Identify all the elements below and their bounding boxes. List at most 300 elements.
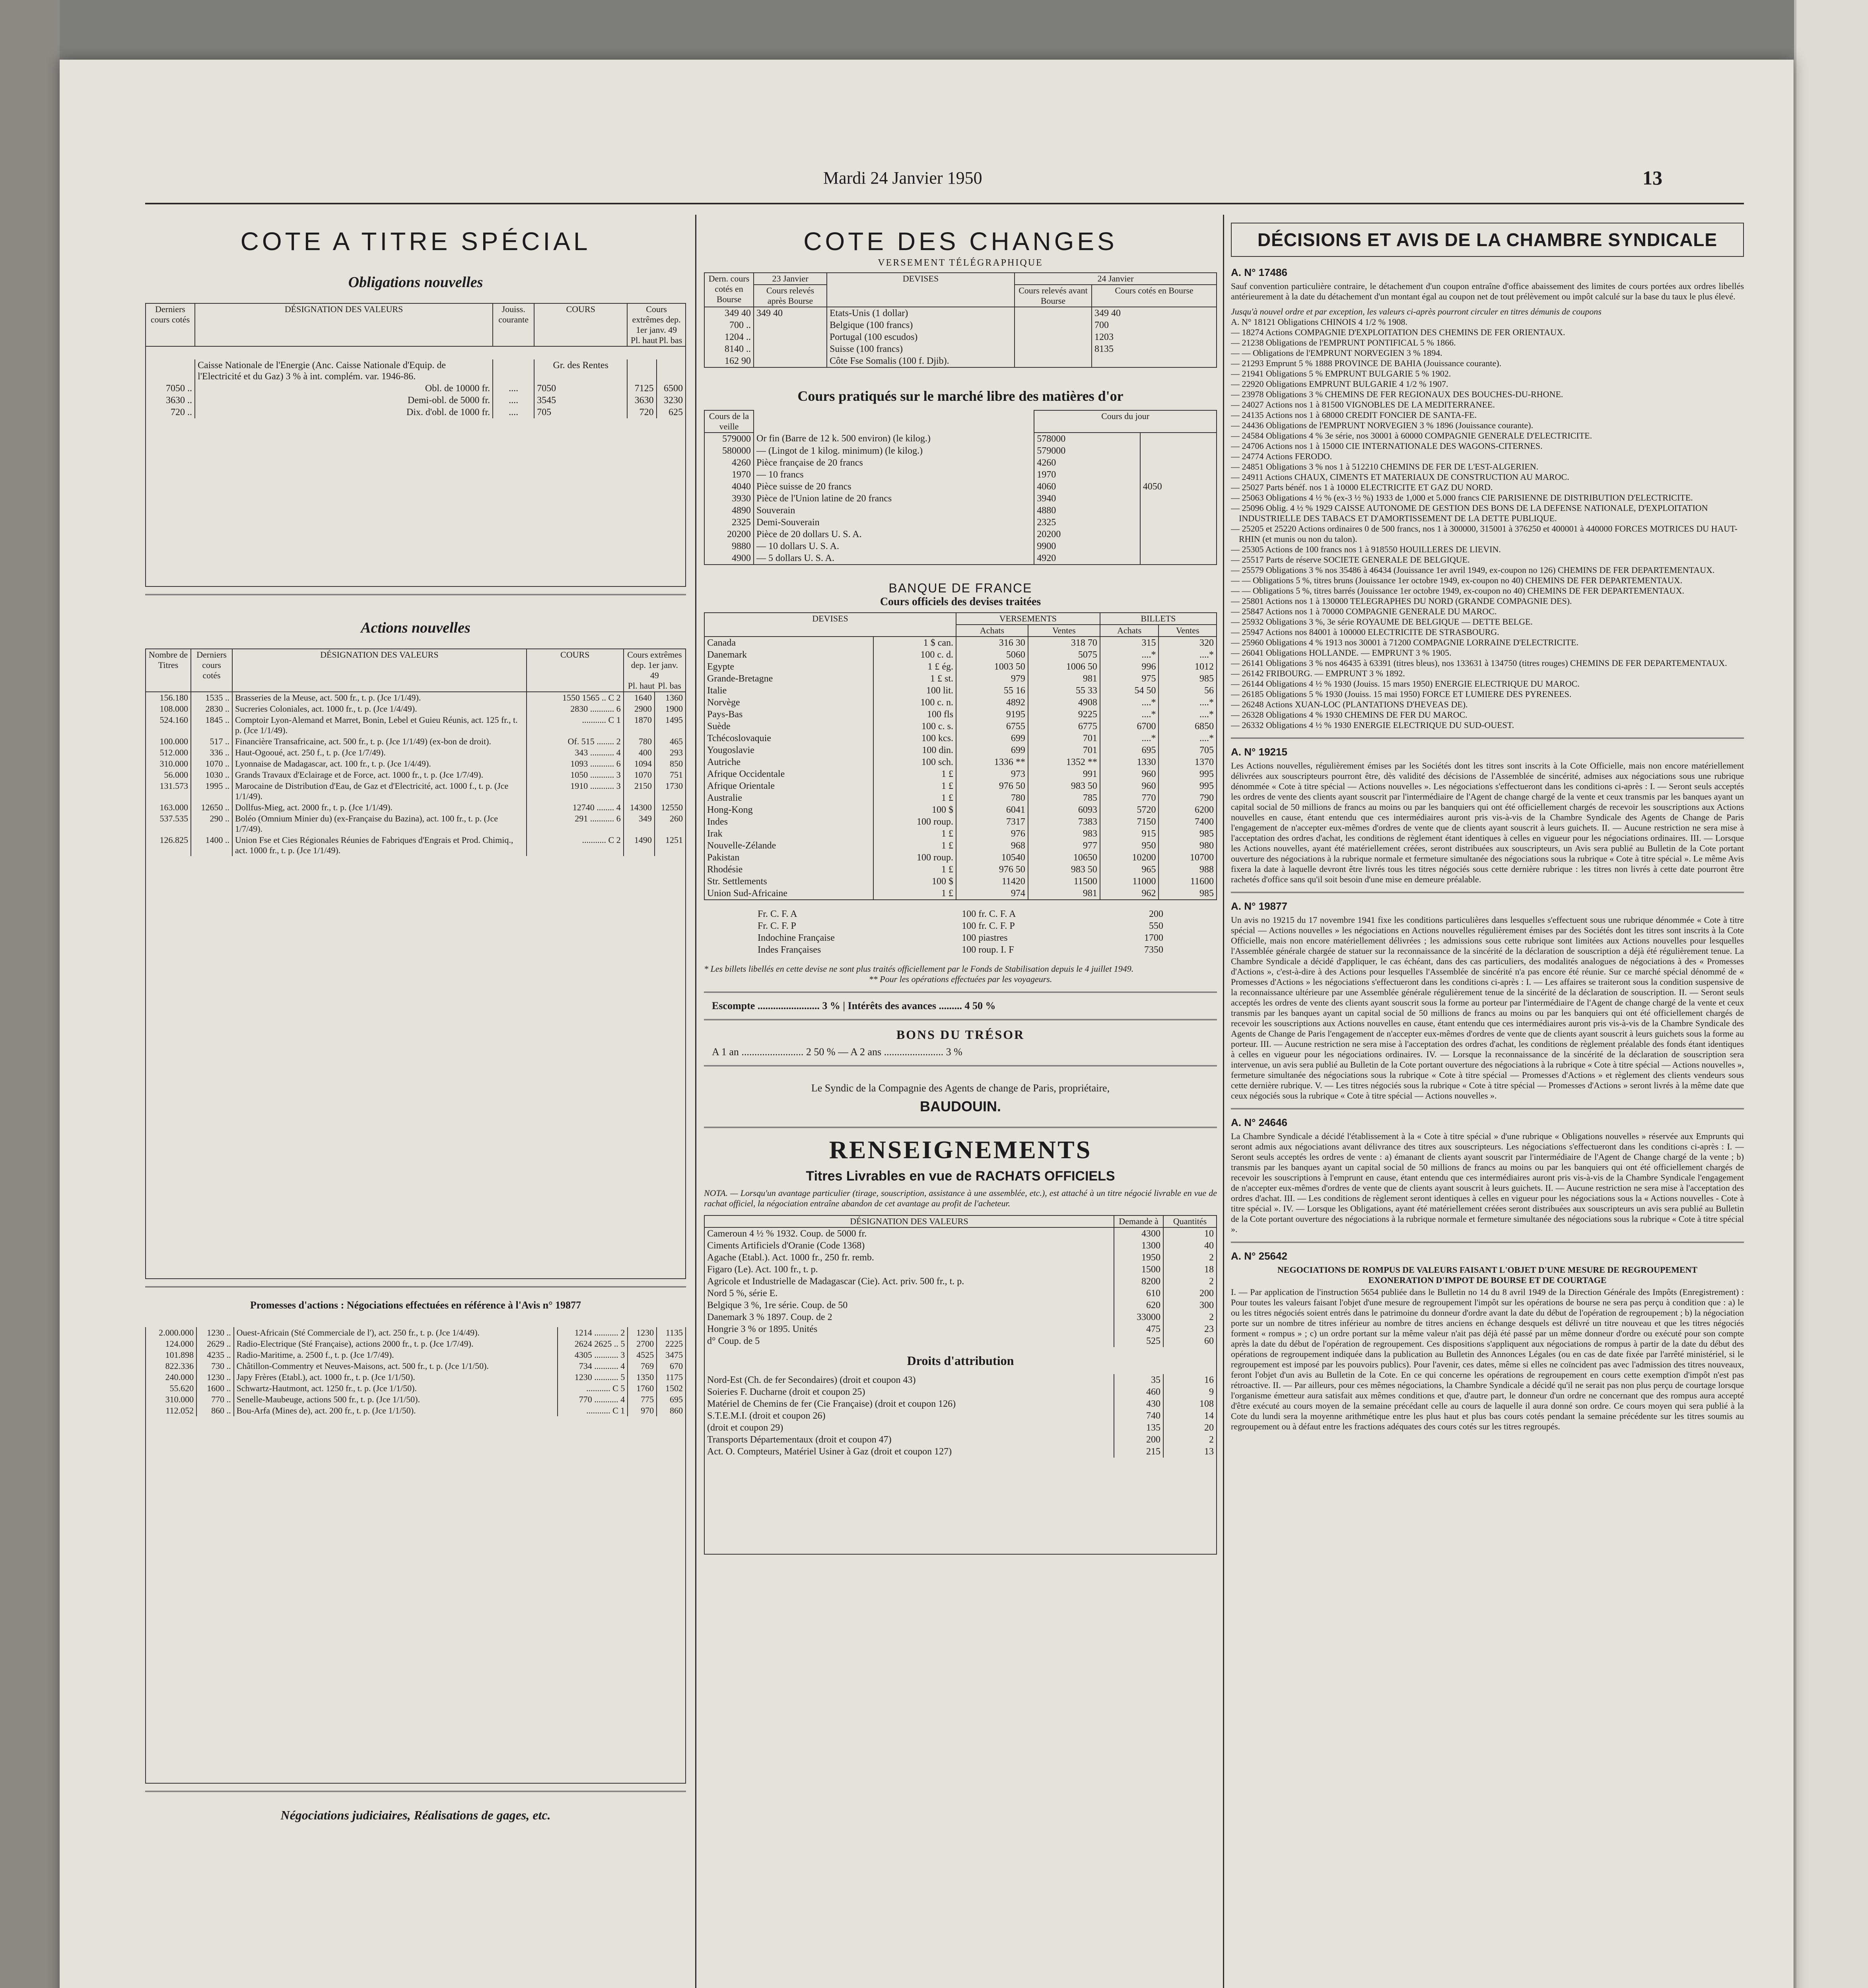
table-cell: 1495 bbox=[655, 714, 686, 736]
table-row bbox=[704, 1422, 1217, 1434]
table-cell: Act. O. Compteurs, Matériel Usiner à Gaz (droit et coupon 127) bbox=[704, 1446, 1114, 1458]
table-cell: 6850 bbox=[1159, 720, 1217, 732]
table-cell: 5075 bbox=[1028, 649, 1100, 661]
table-cell: 56 bbox=[1159, 685, 1217, 697]
table-cell: 974 bbox=[956, 887, 1028, 900]
table-cell: ....* bbox=[1159, 709, 1217, 720]
list-item: — 25205 et 25220 Actions ordinaires 0 de 500 francs, nos 1 à 300000, 315001 à 376250 et 400001 à 440000 FORCES MOTRICES DU HAUT-RHIN (et munis ou non du talon). bbox=[1231, 524, 1738, 544]
col-23-janvier: 23 Janvier bbox=[754, 273, 827, 285]
col-achats: Achats bbox=[956, 625, 1028, 637]
note-2: ** Pour les opérations effectuées par les voyageurs. bbox=[869, 974, 1052, 984]
col-nombre-titres: Nombre de Titres bbox=[146, 649, 191, 692]
table-cell: 1030 .. bbox=[191, 769, 232, 780]
page-number: 13 bbox=[1643, 167, 1662, 189]
table-row bbox=[704, 319, 1217, 331]
table-cell: 950 bbox=[1100, 840, 1159, 852]
table-cell: 35 bbox=[1114, 1374, 1163, 1386]
table-row bbox=[704, 355, 1217, 367]
avis-25642: A. N° 25642 bbox=[1231, 1250, 1287, 1262]
table-cell: 1230 ........... 5 bbox=[558, 1372, 628, 1383]
list-item: — 25801 Actions nos 1 à 130000 TELEGRAPHES DU NORD (GRANDE COMPAGNIE DES). bbox=[1231, 596, 1572, 606]
table-cell: 1 £ st. bbox=[873, 673, 956, 685]
avis-25642-text: I. — Par application de l'instruction 5654 publiée dans le Bulletin no 14 du 8 avril 1949 de la Direction Générale des Impôts (Enregistrement) : Pour toutes les valeurs faisant l'objet d'une mesure de regroupement l'impôt sur les opérations de bourse ne sera pas perçu à condition que : a) le ou les titres négociés soient entrés dans le patrimoine du donneur d'ordre avant la date du début de l'opération de regroupement ; b) la négociation porte sur un nombre de titres inférieur au nombre de titres anciens en échange desquels est délivré un titre nouveau et que les titres négociés forment « rompus » ; c) un ordre portant sur la même valeur n'ait pas déjà été passé par un même donneur d'ordre ou exécuté pour son compte après la date du début de l'opération de regroupement. Ces dispositions s'appliquent aux négociations de rompus à partir de la date du début des opérations de regroupement indiquée dans la publication au Bulletin des Annonces Légales (ou en cas de date fixée par l'arrêté ministériel, si le regroupement est imposé par les pouvoirs publics). Pour l'avenir, ces dates, même si elles ne coïncident pas avec l'admission des titres nouveaux, feront l'objet d'un avis au Bulletin de la Cote. En ce qui concerne les opérations de regroupement en cours cette exemption d'impôt n'est pas rétroactive. II. — Par ailleurs, pour ces mêmes négociations, la Chambre Syndicale a décidé qu'il ne serait pas non plus perçu de courtage lorsque l'organisme émetteur aura satisfait aux mêmes conditions et que, d'autre part, le donneur d'un ordre ne concernant que des rompus aura accepté d'être exécuté au cours moyen de la semaine précédant celle au cours de laquelle il aura donné son ordre. Ce cours moyen qui sera publié à la Cote du lundi sera la moyenne arithmétique entre les plus haut et plus bas cours cotés pendant la semaine précédente sur les titres soumis au regroupement ou à défaut entre les fractions adéquates des cours cotés sur les titres regroupés. bbox=[1231, 1287, 1744, 1431]
table-cell: 695 bbox=[657, 1394, 686, 1405]
table-cell: 770 bbox=[1100, 792, 1159, 804]
table-cell: d° Coup. de 5 bbox=[704, 1335, 1114, 1347]
table-cell: Agache (Etabl.). Act. 1000 fr., 250 fr. remb. bbox=[704, 1252, 1114, 1264]
table-cell: 100 roup. bbox=[873, 816, 956, 828]
table-row bbox=[704, 780, 1217, 792]
table-cell: 300 bbox=[1163, 1299, 1217, 1311]
table-cell: 465 bbox=[655, 736, 686, 747]
table-cell: Australie bbox=[704, 792, 873, 804]
list-item: — 24027 Actions nos 1 à 81500 VIGNOBLES DE LA MEDITERRANEE. bbox=[1231, 400, 1495, 410]
table-cell: — (Lingot de 1 kilog. minimum) (le kilog.) bbox=[754, 445, 1034, 457]
list-item: — 26332 Obligations 4 ½ % 1930 ENERGIE ELECTRIQUE DU SUD-OUEST. bbox=[1231, 720, 1514, 730]
table-row bbox=[755, 920, 1166, 932]
col-achats: Achats bbox=[1100, 625, 1159, 637]
table-cell: 1970 bbox=[704, 469, 754, 481]
table-cell: 4040 bbox=[704, 481, 754, 493]
actions-table bbox=[145, 648, 686, 1279]
list-item: — 18274 Actions COMPAGNIE D'EXPLOITATION DES CHEMINS DE FER ORIENTAUX. bbox=[1231, 327, 1565, 337]
table-cell: Pièce de l'Union latine de 20 francs bbox=[754, 493, 1034, 505]
table-cell: S.T.E.M.I. (droit et coupon 26) bbox=[704, 1410, 1114, 1422]
table-cell: Norvège bbox=[704, 697, 873, 709]
table-row bbox=[704, 1299, 1217, 1311]
avis-24646: A. N° 24646 bbox=[1231, 1116, 1287, 1128]
table-cell bbox=[1140, 516, 1217, 528]
table-cell: 1203 bbox=[1092, 331, 1217, 343]
avis-25642-head: NEGOCIATIONS DE ROMPUS DE VALEURS FAISANT L'OBJET D'UNE MESURE DE REGROUPEMENT EXONERATION D'IMPOT DE BOURSE ET DE COURTAGE bbox=[1277, 1265, 1698, 1285]
table-row bbox=[755, 908, 1166, 920]
table-cell: Brasseries de la Meuse, act. 500 fr., t. p. (Jce 1/1/49). bbox=[232, 692, 527, 703]
table-cell: Union Sud-Africaine bbox=[704, 887, 873, 900]
table-cell bbox=[1140, 433, 1217, 445]
table-row bbox=[704, 1323, 1217, 1335]
table-row bbox=[704, 1446, 1217, 1458]
table-cell: 785 bbox=[1028, 792, 1100, 804]
table-cell: 318 70 bbox=[1028, 637, 1100, 649]
table-row bbox=[704, 343, 1217, 355]
table-cell: 18 bbox=[1163, 1264, 1217, 1276]
table-row bbox=[704, 505, 1217, 516]
table-cell: — 5 dollars U. S. A. bbox=[754, 552, 1034, 565]
table-cell: 850 bbox=[655, 758, 686, 769]
table-cell: 2 bbox=[1163, 1434, 1217, 1446]
table-cell: 8140 .. bbox=[704, 343, 754, 355]
table-cell: Indes bbox=[704, 816, 873, 828]
table-row bbox=[146, 703, 686, 714]
avis-17486-text: Sauf convention particulière contraire, le détachement d'un coupon entraîne d'office abaissement des limites de cours portées aux ordres libellés antérieurement à la date du détachement d'un montant égal au coupon net de tout prélèvement ou impôt calculé sur la base du taux le plus élevé. bbox=[1231, 281, 1744, 301]
table-row bbox=[704, 433, 1217, 445]
table-cell: 291 ........... 6 bbox=[527, 813, 624, 835]
table-cell: 1204 .. bbox=[704, 331, 754, 343]
table-cell: Sucreries Coloniales, act. 1000 fr., t. p. (Jce 1/4/49). bbox=[232, 703, 527, 714]
table-row bbox=[146, 692, 686, 703]
table-cell: ........... C 1 bbox=[558, 1405, 628, 1416]
list-item: — 24911 Actions CHAUX, CIMENTS ET MATERIAUX DE CONSTRUCTION AU MAROC. bbox=[1231, 472, 1569, 482]
table-cell: 610 bbox=[1114, 1287, 1163, 1299]
table-row bbox=[146, 1394, 686, 1405]
table-cell: 1760 bbox=[628, 1383, 657, 1394]
table-row bbox=[704, 864, 1217, 876]
table-cell: 430 bbox=[1114, 1398, 1163, 1410]
column-cote-des-changes bbox=[704, 215, 1217, 1988]
table-cell: 1135 bbox=[657, 1327, 686, 1338]
table-row bbox=[704, 637, 1217, 649]
table-row bbox=[704, 685, 1217, 697]
col-cours: COURS bbox=[534, 303, 627, 346]
table-row bbox=[146, 736, 686, 747]
table-cell bbox=[1140, 493, 1217, 505]
table-row bbox=[704, 528, 1217, 540]
col-avant-bourse: Cours relevés avant Bourse bbox=[1015, 285, 1092, 307]
col-designation: DÉSIGNATION DES VALEURS bbox=[232, 649, 527, 692]
table-cell: 55 16 bbox=[956, 685, 1028, 697]
table-row bbox=[704, 307, 1217, 319]
table-row: 720 .. Dix. d'obl. de 1000 fr. .... 705 720 625 bbox=[146, 406, 686, 418]
table-cell: Str. Settlements bbox=[704, 876, 873, 887]
list-item: — 26142 FRIBOURG. — EMPRUNT 3 % 1892. bbox=[1231, 668, 1405, 678]
table-cell: 100 sch. bbox=[873, 756, 956, 768]
table-cell: 10650 bbox=[1028, 852, 1100, 864]
table-cell: 1360 bbox=[655, 692, 686, 703]
table-cell: 320 bbox=[1159, 637, 1217, 649]
table-row bbox=[704, 516, 1217, 528]
avis-24646-text: La Chambre Syndicale a décidé l'établissement à la « Cote à titre spécial » d'une rubrique « Obligations nouvelles » réservée aux Emprunts qui seront admis aux négociations avant délivrance des titres aux souscripteurs. Les négociations s'effectueront dans les conditions ci-après : I. — Seront seuls acceptés les ordres de vente : a) émanant de clients ayant souscrit par l'intermédiaire de l'Agent de Change chargé de la vente ; b) transmis par les banques ayant un capital social de 50 millions de francs au moins ou par les banquiers qui ont été officiellement chargés de recevoir les souscriptions à l'emprunt en cause, étant entendu que ces intermédiaires auront pris vis-à-vis de la Chambre Syndicale l'engagement de n'accepter eux-mêmes d'ordres de vente que de clients ayant souscrit à leurs guichets. II. — Aucune restriction ne sera mise à l'acceptation des ordres d'achat. III. — Les conditions de règlement seront identiques à celles en vigueur pour les négociations sous la « Actions nouvelles - Cote à titre spécial ». IV. — Lorsque les Obligations, ayant été matériellement créées seront distribuées aux souscripteurs un avis sera publié au Bulletin de la Cote portant ouverture des négociations à la rubrique normale et fermeture simultanée des négociations sous la rubrique « Cote à titre spécial ». bbox=[1231, 1131, 1744, 1234]
rachats-table bbox=[704, 1215, 1217, 1555]
table-cell: 100 fr. C. F. A bbox=[962, 909, 1016, 919]
table-row bbox=[146, 1338, 686, 1349]
table-cell: 965 bbox=[1100, 864, 1159, 876]
table-cell: 976 50 bbox=[956, 864, 1028, 876]
table-cell: 4908 bbox=[1028, 697, 1100, 709]
table-cell: 620 bbox=[1114, 1299, 1163, 1311]
list-item: — 26041 Obligations HOLLANDE. — EMPRUNT 3 % 1905. bbox=[1231, 648, 1452, 658]
table-cell: Figaro (Le). Act. 100 fr., t. p. bbox=[704, 1264, 1114, 1276]
table-cell: 315 bbox=[1100, 637, 1159, 649]
table-cell: 699 bbox=[956, 732, 1028, 744]
avis-19877-text: Un avis no 19215 du 17 novembre 1941 fixe les conditions particulières dans lesquelles s'effectuent sous une rubrique dénommée « Cote à titre spécial — Actions nouvelles » les négociations en Actions nouvelles régulièrement émises par des Sociétés dont les titres sont inscrits à la Cote Officielle, mais non encore matériellement délivrées ; les admissions sous cette rubrique sont limitées aux Actions nouvelles pour lesquelles l'Assemblée générale chargée de statuer sur la reconnaissance de la sincérité de la déclaration de souscription a déjà été régulièrement tenue. La Chambre Syndicale a décidé d'appliquer, le cas échéant, dans des cas particuliers, des modalités analogues de négociations à des « Promesses d'Actions », c'est-à-dire à des Actions pour lesquelles l'Assemblée de sincérité n'a pas encore été réunie. Sur ce marché spécial dénommé de « Promesses d'Actions » les négociations s'effectueront dans les conditions ci-après : I. — Les affaires se traiteront sous la condition suspensive de la reconnaissance ultérieure par une Assemblée générale régulièrement tenue de la sincérité de la déclaration de souscription. II. — Seront seuls acceptés les ordres de vente des clients ayant souscrit sous la forme au porteur par l'intermédiaire de l'Agent de change chargé de la vente et ceux transmis par les banques ayant un capital social de 50 millions de francs au moins ou par les banquiers qui ont été officiellement chargés de recevoir les souscriptions aux Actions nouvelles en cause, étant entendu que ces intermédiaires auront pris vis-à-vis de la Chambre Syndicale des Agents de Change de Paris l'engagement de n'accepter eux-mêmes d'ordres de vente que de clients ayant souscrit à leurs guichets sous la forme au porteur. III. — Aucune restriction ne sera mise à l'acceptation des ordres d'achat, les conditions de règlement préalable des fonds étant identiques à celles en vigueur pour les négociations ordinaires. IV. — Lorsque la reconnaissance de la sincérité de la déclaration de souscription sera intervenue, un avis sera publié au Bulletin de la Cote portant ouverture des négociations à la rubrique « Cote à titre spécial — Actions nouvelles », fermeture simultanée des négociations sous la rubrique « Cote à titre spécial — Promesses d'Actions » et règlement des clients vendeurs sous cette dernière rubrique. V. — Les titres négociés sous la rubrique « Cote à titre spécial — Promesses d'Actions » seront livrés à la même date que ceux négociés sous la rubrique « Cote à titre spécial — Actions nouvelles ». bbox=[1231, 915, 1744, 1101]
table-cell: Nord 5 %, série E. bbox=[704, 1287, 1114, 1299]
table-cell: 517 .. bbox=[191, 736, 232, 747]
avis-19215: A. N° 19215 bbox=[1231, 746, 1287, 758]
table-cell: Cameroun 4 ½ % 1932. Coup. de 5000 fr. bbox=[704, 1227, 1114, 1240]
table-cell: 54 50 bbox=[1100, 685, 1159, 697]
table-cell: 5060 bbox=[956, 649, 1028, 661]
table-row bbox=[146, 769, 686, 780]
table-cell: 1500 bbox=[1114, 1264, 1163, 1276]
table-cell: 822.336 bbox=[146, 1361, 196, 1372]
decisions-title: DÉCISIONS ET AVIS DE LA CHAMBRE SYNDICALE bbox=[1257, 229, 1718, 250]
table-cell: Pakistan bbox=[704, 852, 873, 864]
table-cell: 9900 bbox=[1034, 540, 1140, 552]
table-cell: 695 bbox=[1100, 744, 1159, 756]
table-cell: 670 bbox=[657, 1361, 686, 1372]
table-row bbox=[704, 840, 1217, 852]
table-cell: 975 bbox=[1100, 673, 1159, 685]
col-jour: Cours du jour bbox=[1034, 410, 1217, 433]
table-cell: 962 bbox=[1100, 887, 1159, 900]
table-cell: Fr. C. F. P bbox=[758, 921, 796, 931]
table-cell: 1006 50 bbox=[1028, 661, 1100, 673]
table-cell: 4260 bbox=[1034, 457, 1140, 469]
table-row bbox=[146, 835, 686, 856]
table-cell: 550 bbox=[1149, 921, 1163, 931]
list-item: — 25847 Actions nos 1 à 70000 COMPAGNIE GENERALE DU MAROC. bbox=[1231, 606, 1497, 616]
table-cell: 1400 .. bbox=[191, 835, 232, 856]
table-row bbox=[146, 802, 686, 813]
table-cell bbox=[1015, 331, 1092, 343]
table-cell: 100 c. s. bbox=[873, 720, 956, 732]
table-cell: 1050 ........... 3 bbox=[527, 769, 624, 780]
table-row bbox=[704, 445, 1217, 457]
table-cell: 1 £ bbox=[873, 792, 956, 804]
table-cell: 2 bbox=[1163, 1252, 1217, 1264]
table-cell: Rhodésie bbox=[704, 864, 873, 876]
list-item: — 24774 Actions FERODO. bbox=[1231, 451, 1332, 461]
table-cell: 310.000 bbox=[146, 1394, 196, 1405]
table-row bbox=[704, 816, 1217, 828]
promesses-title: Promesses d'actions : Négociations effectuées en référence à l'Avis n° 19877 bbox=[250, 1299, 581, 1311]
pl-haut-label: Pl. haut bbox=[628, 681, 655, 691]
table-cell: 10700 bbox=[1159, 852, 1217, 864]
avis-19877: A. N° 19877 bbox=[1231, 900, 1287, 912]
table-cell: 740 bbox=[1114, 1410, 1163, 1422]
table-cell bbox=[1140, 552, 1217, 565]
table-cell: 11000 bbox=[1100, 876, 1159, 887]
table-cell: 7150 bbox=[1100, 816, 1159, 828]
table-cell: 20200 bbox=[1034, 528, 1140, 540]
table-cell: 1094 bbox=[624, 758, 655, 769]
table-cell: 1845 .. bbox=[191, 714, 232, 736]
table-cell: 985 bbox=[1159, 828, 1217, 840]
list-item: — 25063 Obligations 4 ½ % (ex-3 ½ %) 1933 de 1,000 et 5.000 francs CIE PARISIENNE DE DISTRIBUTION D'ELECTRICITE. bbox=[1231, 493, 1693, 503]
table-cell: 108 bbox=[1163, 1398, 1217, 1410]
table-cell: 1 £ bbox=[873, 780, 956, 792]
table-cell: Canada bbox=[704, 637, 873, 649]
table-cell: 1730 bbox=[655, 780, 686, 802]
syndic-line: Le Syndic de la Compagnie des Agents de change de Paris, propriétaire, bbox=[811, 1082, 1110, 1094]
obligations-nouvelles-title: Obligations nouvelles bbox=[348, 274, 483, 291]
extremes-label: Cours extrêmes dep. 1er janv. 49 bbox=[627, 650, 682, 680]
table-cell: Ciments Artificiels d'Oranie (Code 1368) bbox=[704, 1240, 1114, 1252]
table-cell: Suisse (100 francs) bbox=[827, 343, 1015, 355]
col-ventes: Ventes bbox=[1159, 625, 1217, 637]
table-cell: — 10 dollars U. S. A. bbox=[754, 540, 1034, 552]
table-cell: 1214 ........... 2 bbox=[558, 1327, 628, 1338]
table-cell: Bou-Arfa (Mines de), act. 200 fr., t. p. (Jce 1/1/50). bbox=[234, 1405, 558, 1416]
table-cell bbox=[1015, 307, 1092, 319]
table-cell: 968 bbox=[956, 840, 1028, 852]
table-row bbox=[704, 744, 1217, 756]
table-cell: Nord-Est (Ch. de fer Secondaires) (droit et coupon 43) bbox=[704, 1374, 1114, 1386]
table-cell bbox=[754, 319, 827, 331]
table-cell: 349 40 bbox=[1092, 307, 1217, 319]
table-cell: Portugal (100 escudos) bbox=[827, 331, 1015, 343]
table-cell: 524.160 bbox=[146, 714, 191, 736]
cote-titre-special-title: COTE A TITRE SPÉCIAL bbox=[240, 227, 591, 256]
table-cell: 579000 bbox=[704, 433, 754, 445]
table-cell: Demi-Souverain bbox=[754, 516, 1034, 528]
table-cell: 56.000 bbox=[146, 769, 191, 780]
table-row bbox=[704, 457, 1217, 469]
col-apres-bourse: Cours relevés après Bourse bbox=[754, 285, 827, 307]
table-cell bbox=[1140, 457, 1217, 469]
table-cell: 1330 bbox=[1100, 756, 1159, 768]
table-cell: 525 bbox=[1114, 1335, 1163, 1347]
table-cell: 981 bbox=[1028, 887, 1100, 900]
table-cell: 6700 bbox=[1100, 720, 1159, 732]
table-row bbox=[704, 768, 1217, 780]
bons-tresor-title: BONS DU TRÉSOR bbox=[896, 1027, 1025, 1042]
table-cell: 775 bbox=[628, 1394, 657, 1405]
col-devises: DEVISES bbox=[827, 273, 1015, 307]
list-item: — 26141 Obligations 3 % nos 46435 à 63391 (titres bleus), nos 133631 à 134750 (titres rouges) CHEMINS DE FER DEPARTEMENTAUX. bbox=[1231, 658, 1727, 668]
table-cell: 11420 bbox=[956, 876, 1028, 887]
column-decisions bbox=[1231, 215, 1744, 1988]
table-cell: 1870 bbox=[624, 714, 655, 736]
cote-des-changes-title: COTE DES CHANGES bbox=[803, 227, 1118, 256]
table-cell: Of. 515 ........ 2 bbox=[527, 736, 624, 747]
table-cell: 2.000.000 bbox=[146, 1327, 196, 1338]
table-cell: 135 bbox=[1114, 1422, 1163, 1434]
newspaper-page bbox=[60, 60, 1794, 1988]
table-cell: Radio-Electrique (Sté Française), actions 2000 fr., t. p. (Jce 1/7/49). bbox=[234, 1338, 558, 1349]
table-cell: 11600 bbox=[1159, 876, 1217, 887]
table-cell: 3940 bbox=[1034, 493, 1140, 505]
table-cell: 10200 bbox=[1100, 852, 1159, 864]
page-date: Mardi 24 Janvier 1950 bbox=[823, 168, 982, 188]
table-cell: 1350 bbox=[628, 1372, 657, 1383]
table-cell: 16 bbox=[1163, 1374, 1217, 1386]
table-cell: 349 40 bbox=[754, 307, 827, 319]
table-cell: 1070 .. bbox=[191, 758, 232, 769]
table-cell: Matériel de Chemins de fer (Cie Française) (droit et coupon 126) bbox=[704, 1398, 1114, 1410]
table-row bbox=[704, 828, 1217, 840]
table-cell: 981 bbox=[1028, 673, 1100, 685]
table-row bbox=[704, 540, 1217, 552]
table-cell: 578000 bbox=[1034, 433, 1140, 445]
table-cell: 730 .. bbox=[196, 1361, 234, 1372]
table-cell: 20200 bbox=[704, 528, 754, 540]
table-cell: 100 roup. I. F bbox=[962, 945, 1014, 955]
avis-17486-list bbox=[1231, 317, 1744, 730]
table-cell: Hong-Kong bbox=[704, 804, 873, 816]
col-versements: VERSEMENTS bbox=[956, 613, 1100, 625]
table-cell: 6093 bbox=[1028, 804, 1100, 816]
table-cell: 4892 bbox=[956, 697, 1028, 709]
syndic-name: BAUDOUIN. bbox=[920, 1098, 1001, 1114]
table-cell: 979 bbox=[956, 673, 1028, 685]
actions-rows bbox=[146, 692, 686, 856]
droits-title: Droits d'attribution bbox=[704, 1347, 1217, 1374]
table-cell: Hongrie 3 % or 1895. Unités bbox=[704, 1323, 1114, 1335]
table-cell: 156.180 bbox=[146, 692, 191, 703]
table-cell: 290 .. bbox=[191, 813, 232, 835]
bdf-table bbox=[704, 612, 1217, 900]
table-cell: 3475 bbox=[657, 1349, 686, 1361]
table-row bbox=[704, 697, 1217, 709]
table-cell: 100 c. d. bbox=[873, 649, 956, 661]
table-row bbox=[704, 1227, 1217, 1240]
column-rule-2 bbox=[1223, 215, 1224, 1988]
table-row bbox=[704, 1287, 1217, 1299]
table-row bbox=[704, 1374, 1217, 1386]
list-item: — 25932 Obligations 3 %, 3e série ROYAUME DE BELGIQUE — DETTE BELGE. bbox=[1231, 617, 1533, 627]
table-row bbox=[704, 792, 1217, 804]
table-cell: Fr. C. F. A bbox=[758, 909, 797, 919]
table-cell: 1070 bbox=[624, 769, 655, 780]
table-cell: 1230 .. bbox=[196, 1372, 234, 1383]
table-cell: 2 bbox=[1163, 1311, 1217, 1323]
table-cell: 7317 bbox=[956, 816, 1028, 828]
cfa-table bbox=[755, 908, 1166, 956]
table-cell: 343 ........... 4 bbox=[527, 747, 624, 758]
table-row: Caisse Nationale de l'Energie (Anc. Caisse Nationale d'Equip. de l'Electricité et du Gaz) 3 % à int. complém. var. 1946-86. Gr. des Rentes bbox=[146, 359, 686, 382]
table-cell: 1251 bbox=[655, 835, 686, 856]
table-cell: 996 bbox=[1100, 661, 1159, 673]
table-cell: 915 bbox=[1100, 828, 1159, 840]
table-cell: 860 .. bbox=[196, 1405, 234, 1416]
col-billets: BILLETS bbox=[1100, 613, 1217, 625]
table-cell: 1175 bbox=[657, 1372, 686, 1383]
renseignements-title: RENSEIGNEMENTS bbox=[829, 1136, 1092, 1164]
table-cell: ....* bbox=[1100, 697, 1159, 709]
table-row bbox=[704, 1398, 1217, 1410]
table-cell: Indes Françaises bbox=[758, 945, 821, 955]
table-cell: 580000 bbox=[704, 445, 754, 457]
table-cell: 1 £ bbox=[873, 887, 956, 900]
table-cell bbox=[1140, 528, 1217, 540]
table-cell: 100 $ bbox=[873, 876, 956, 887]
table-cell: 7383 bbox=[1028, 816, 1100, 828]
table-cell: 20 bbox=[1163, 1422, 1217, 1434]
table-cell: ........... C 2 bbox=[527, 835, 624, 856]
table-cell: Transports Départementaux (droit et coupon 47) bbox=[704, 1434, 1114, 1446]
table-cell: 55.620 bbox=[146, 1383, 196, 1394]
avis-17486-text2: Jusqu'à nouvel ordre et par exception, les valeurs ci-après pourront circuler en titres démunis de coupons bbox=[1231, 307, 1602, 316]
or-title: Cours pratiqués sur le marché libre des matières d'or bbox=[797, 388, 1124, 404]
table-cell: 126.825 bbox=[146, 835, 191, 856]
versement-telegraphique: VERSEMENT TÉLÉGRAPHIQUE bbox=[878, 258, 1043, 268]
table-cell: 475 bbox=[1114, 1323, 1163, 1335]
table-row bbox=[704, 876, 1217, 887]
table-cell: 1012 bbox=[1159, 661, 1217, 673]
table-cell: 4260 bbox=[704, 457, 754, 469]
list-item: — 21238 Obligations de l'EMPRUNT PONTIFICAL 5 % 1866. bbox=[1231, 338, 1456, 348]
actions-nouvelles-title: Actions nouvelles bbox=[361, 619, 470, 636]
table-cell: 4525 bbox=[628, 1349, 657, 1361]
decisions-title-box bbox=[1231, 223, 1744, 257]
table-cell: 700 bbox=[1092, 319, 1217, 331]
table-cell: 8200 bbox=[1114, 1276, 1163, 1287]
col-extremes bbox=[627, 303, 686, 346]
table-cell: 860 bbox=[657, 1405, 686, 1416]
table-cell: 2150 bbox=[624, 780, 655, 802]
table-row bbox=[755, 944, 1166, 956]
table-cell: 200 bbox=[1163, 1287, 1217, 1299]
table-cell: 1230 .. bbox=[196, 1327, 234, 1338]
escompte-line: Escompte ........................ 3 % | Intérêts des avances ......... 4 50 % bbox=[712, 1000, 996, 1011]
list-item: — 25517 Parts de réserve SOCIETE GENERALE DE BELGIQUE. bbox=[1231, 555, 1470, 565]
list-item: — 25960 Obligations 4 % 1913 nos 30001 à 71200 COMPAGNIE LORRAINE D'ELECTRICITE. bbox=[1231, 637, 1578, 647]
table-cell: 2325 bbox=[1034, 516, 1140, 528]
table-cell: Comptoir Lyon-Alemand et Marret, Bonin, Lebel et Guieu Réunis, act. 125 fr., t. p. (Jce 1/1/49). bbox=[232, 714, 527, 736]
table-cell: Afrique Orientale bbox=[704, 780, 873, 792]
table-cell: Marocaine de Distribution d'Eau, de Gaz et d'Electricité, act. 1000 f., t. p. (Jce 1/1/49). bbox=[232, 780, 527, 802]
